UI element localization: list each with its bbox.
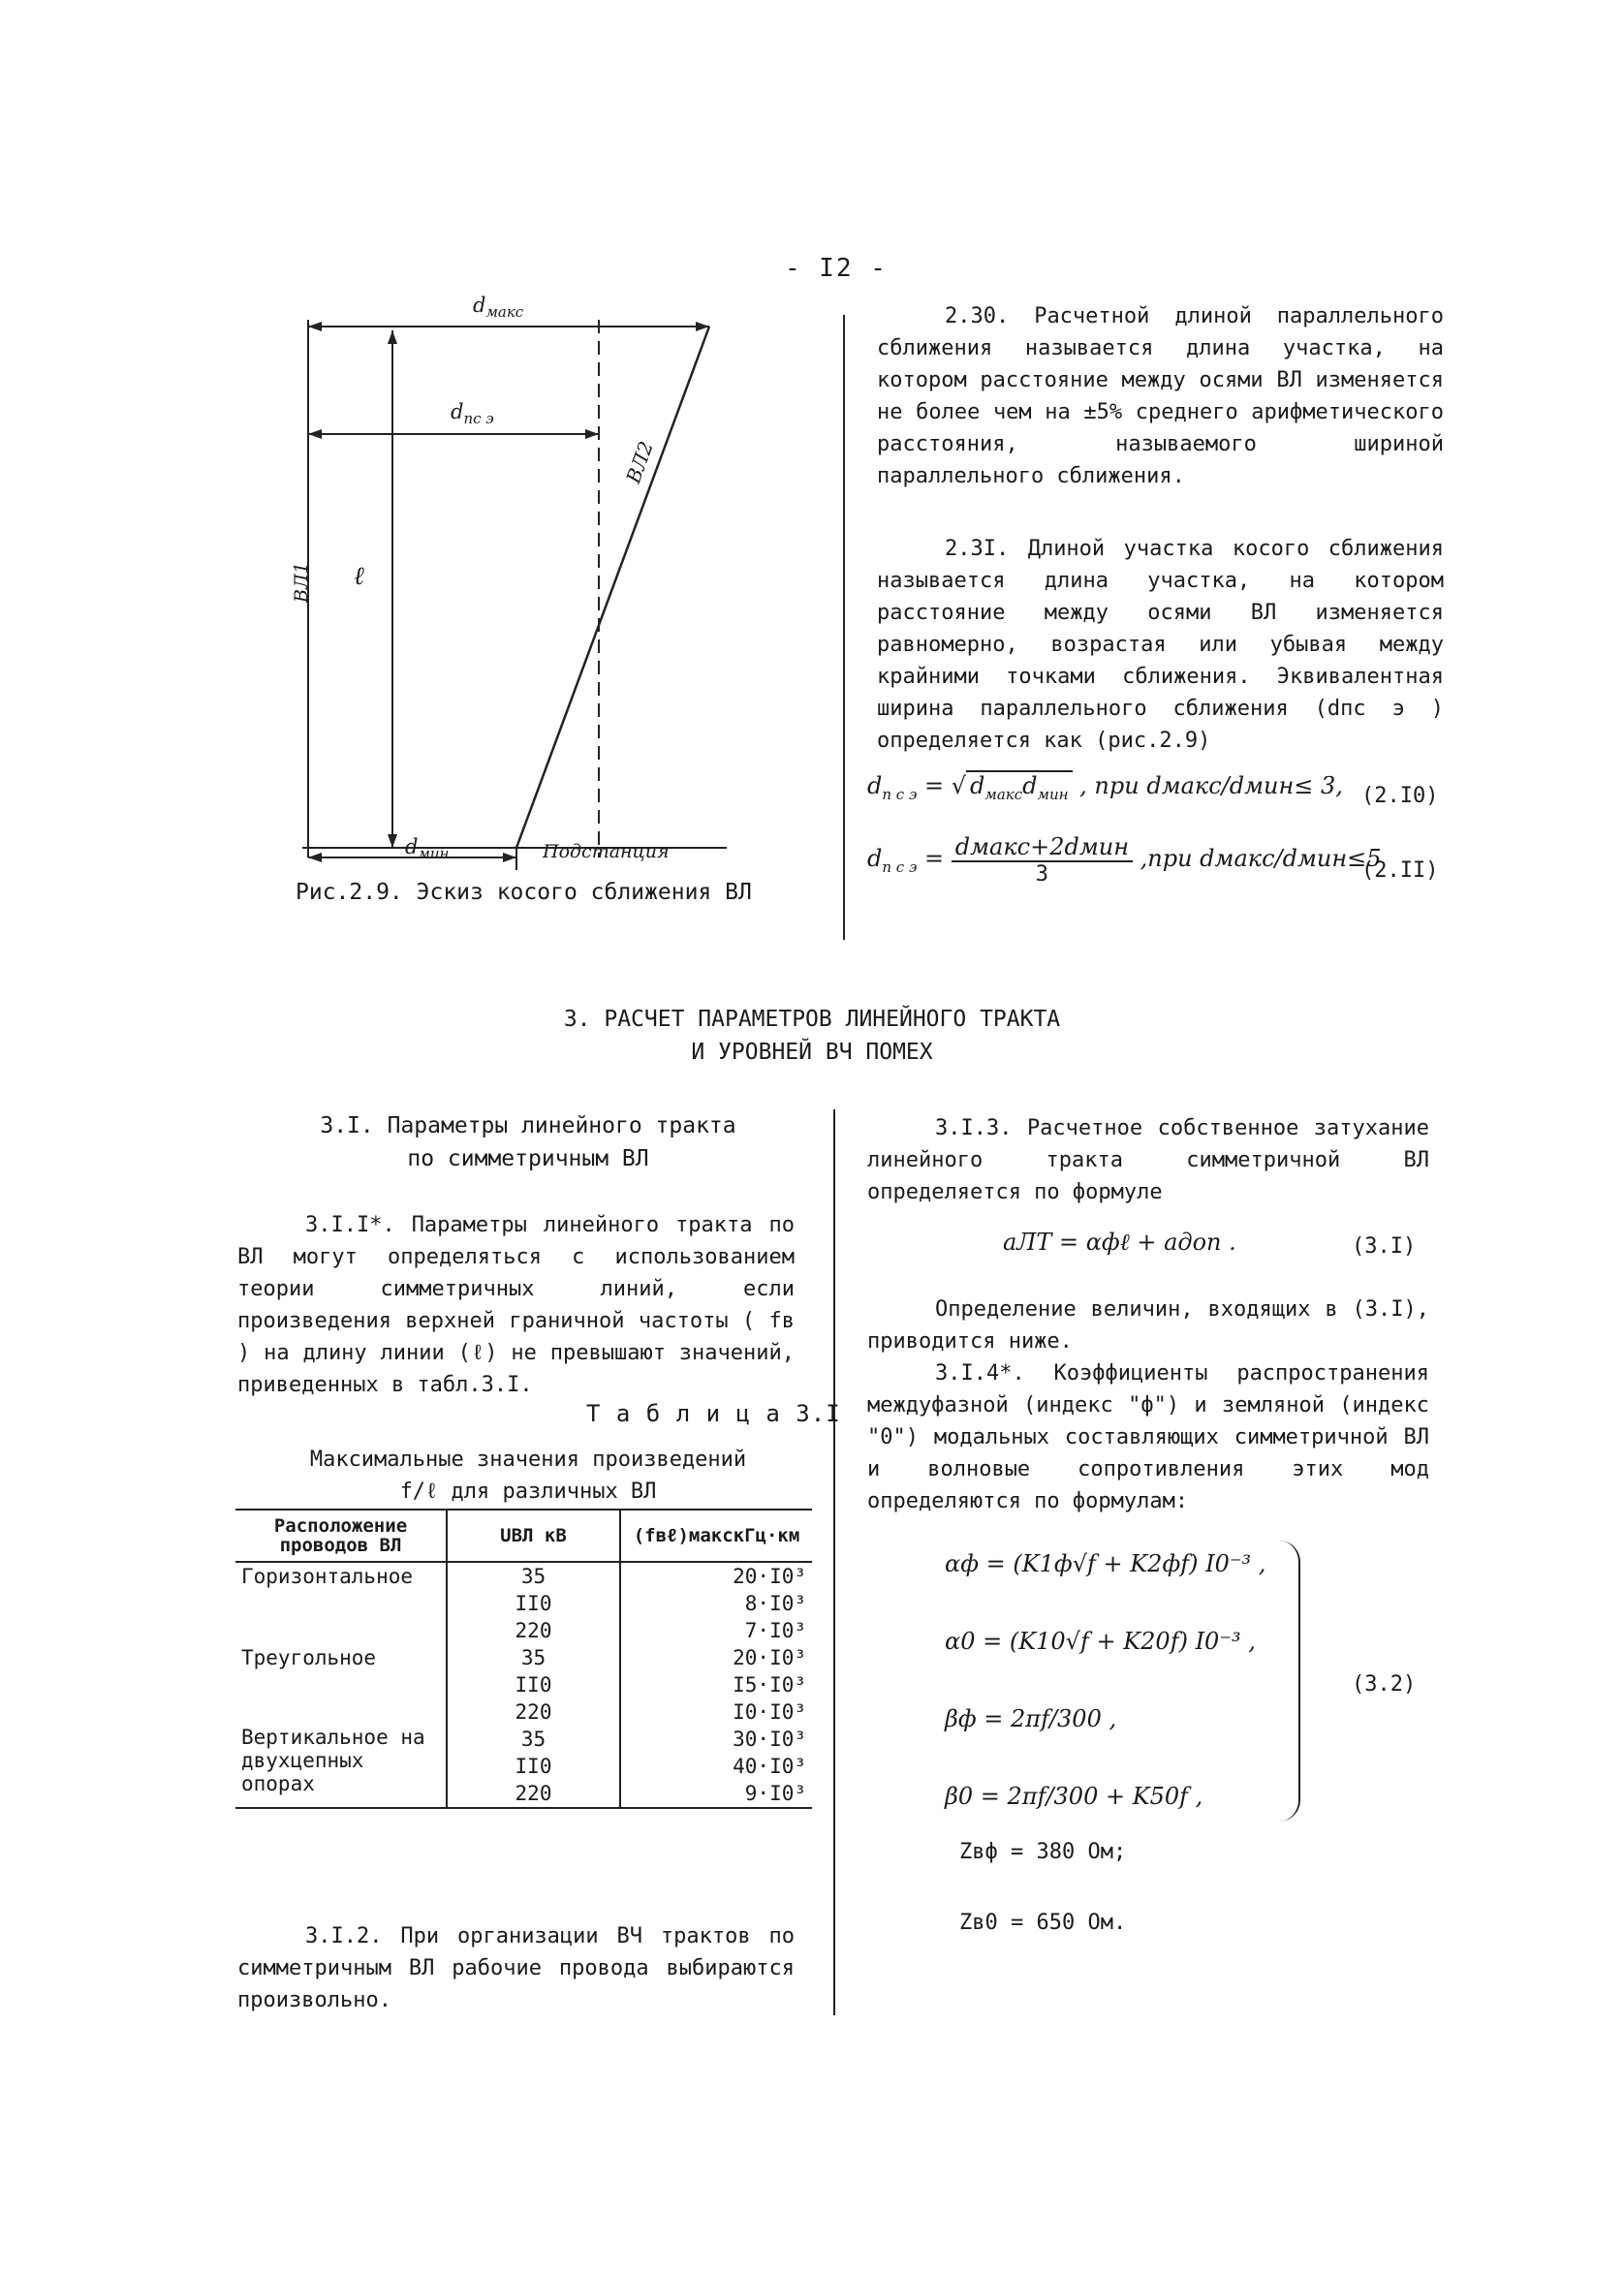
- formula-2-11: $d_{п с э}$ = $\frac{\text{dмакс+2dмин}}{3}$ ,при dмакс/dмин≤5: [867, 833, 1382, 887]
- paragraph-2-31: 2.3I. Длиной участка косого сближения называется длина участка, на котором расстояние между осями ВЛ изменяется равномерно, возрастая или убывая между крайними точками сближения. Эквивалентная ширина параллельного сближения (dпс э ) определяется как (рис.2.9): [877, 537, 1444, 753]
- paragraph-3-1-3-after: Определение величин, входящих в (3.I), приводится ниже.: [867, 1297, 1429, 1354]
- column-rule-top: [843, 315, 845, 940]
- table-header-location: Расположение проводов ВЛ: [235, 1511, 447, 1562]
- table-caption: Максимальные значения произведений f/ℓ для различных ВЛ: [309, 1448, 747, 1504]
- table-row: Горизонтальное 35 20·I0³: [235, 1562, 812, 1590]
- formula-3-1-number: (3.I): [1352, 1234, 1417, 1259]
- section-3-title: 3. РАСЧЕТ ПАРАМЕТРОВ ЛИНЕЙНОГО ТРАКТА И УРОВНЕЙ ВЧ ПОМЕХ: [563, 1007, 1061, 1065]
- paragraph-3-1-2: 3.I.2. При организации ВЧ трактов по симметричным ВЛ рабочие провода выбираются произвольно.: [237, 1924, 795, 2012]
- formula-2-10-number: (2.I0): [1361, 784, 1439, 808]
- formula-3-2-line1: αф = (K1ф√f + K2фf) I0⁻³ ,: [945, 1550, 1266, 1577]
- formula-3-2-line2: α0 = (K10√f + K20f) I0⁻³ ,: [945, 1628, 1256, 1655]
- table-header-product: (fвℓ)макскГц·км: [620, 1511, 812, 1562]
- formula-3-2-line3: βф = 2πf/300 ,: [945, 1705, 1117, 1732]
- table-header-voltage: UВЛ кВ: [447, 1511, 620, 1562]
- table-3-1: [235, 1509, 812, 1809]
- table-row: 220 9·I0³: [235, 1780, 812, 1807]
- column-rule-bottom: [833, 1109, 835, 2015]
- table-row: 220 7·I0³: [235, 1617, 812, 1644]
- label-length: ℓ: [354, 562, 364, 591]
- table-row: II0 8·I0³: [235, 1590, 812, 1617]
- label-d-max: $d_{макс}$: [473, 294, 524, 322]
- table-row: II0 I5·I0³: [235, 1671, 812, 1698]
- paragraph-3-1-4: 3.I.4*. Коэффициенты распространения междуфазной (индекс "ф") и земляной (индекс "0") модальных составляющих симметричной ВЛ и волновые сопротивления этих мод определяются по формулам:: [867, 1361, 1429, 1513]
- formula-3-2-bracket: [1260, 1541, 1300, 1822]
- table-row: Треугольное 35 20·I0³: [241, 1646, 806, 1669]
- figure-caption: Рис.2.9. Эскиз косого сближения ВЛ: [296, 880, 752, 905]
- table-label: Т а б л и ц а 3.I: [586, 1400, 841, 1427]
- formula-3-2-number: (3.2): [1352, 1672, 1417, 1697]
- label-d-eq: $d_{пс э}$: [451, 400, 494, 428]
- impedance-phase: Zвф = 380 Ом;: [959, 1840, 1127, 1864]
- paragraph-3-1-3: 3.I.3. Расчетное собственное затухание линейного тракта симметричной ВЛ определяется по формуле: [867, 1116, 1429, 1204]
- label-d-min: $d_{мин}$: [405, 835, 450, 863]
- paragraph-3-1-1: 3.I.I*. Параметры линейного тракта по ВЛ могут определяться с использованием теории симметричных линий, если произведения верхней граничной частоты ( fв ) на длину линии (ℓ) не превышают значений, приведенных в табл.3.I.: [237, 1213, 795, 1397]
- subsection-3-1-title: 3.I. Параметры линейного тракта по симметричным ВЛ: [320, 1113, 736, 1171]
- formula-2-11-number: (2.II): [1361, 858, 1439, 883]
- impedance-zero: Zв0 = 650 Ом.: [959, 1911, 1127, 1935]
- formula-2-10: $d_{п с э}$ = √ $d_{макс}d_{мин}$ , при dмакс/dмин≤ 3,: [867, 772, 1343, 803]
- table-row: Вертикальное на двухцепных опорах 35 30·I0³: [241, 1726, 806, 1795]
- formula-3-1: aЛТ = αфℓ + aдоп .: [1003, 1229, 1236, 1256]
- label-substation: Подстанция: [543, 841, 670, 862]
- table-row: 220 I0·I0³: [235, 1698, 812, 1726]
- label-vl2: ВЛ2: [621, 438, 658, 486]
- page-number: - I2 -: [785, 254, 888, 283]
- formula-3-2-line4: β0 = 2πf/300 + K50f ,: [945, 1783, 1203, 1810]
- label-vl1: ВЛ1: [290, 562, 312, 603]
- paragraph-2-30: 2.30. Расчетной длиной параллельного сближения называется длина участка, на котором расстояние между осями ВЛ изменяется не более чем на ±5% среднего арифметического расстояния, называемого шириной параллельного сближения.: [877, 304, 1444, 488]
- table-row: II0 40·I0³: [235, 1753, 812, 1780]
